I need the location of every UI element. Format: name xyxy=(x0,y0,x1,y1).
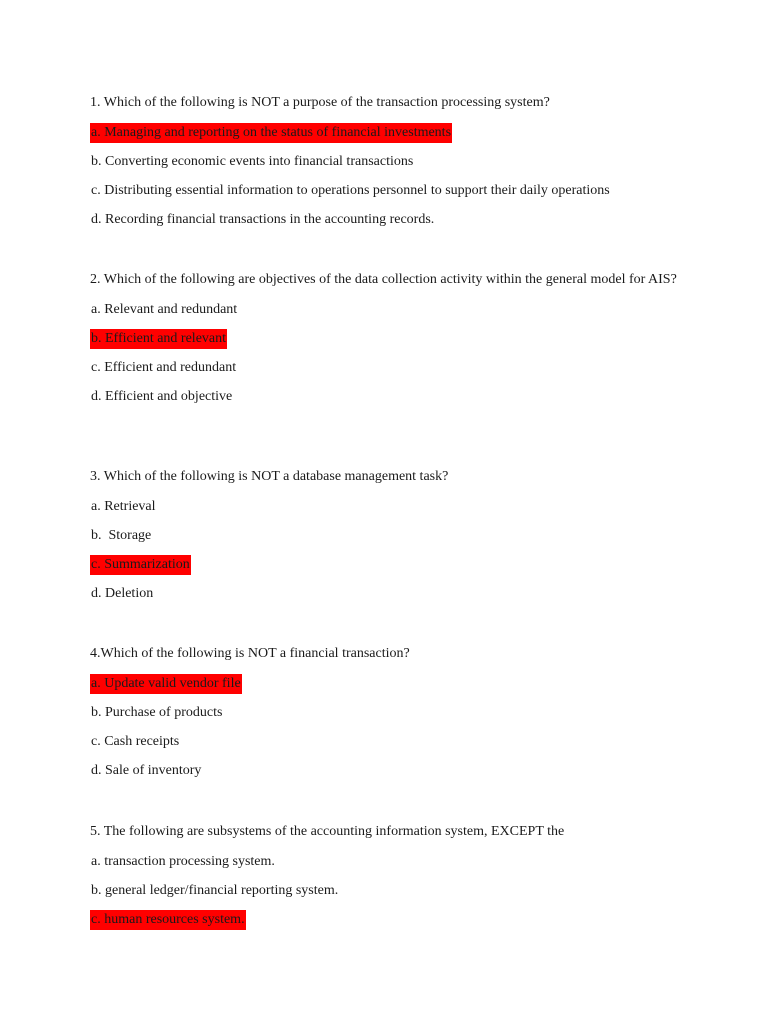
question-2 xyxy=(90,270,680,407)
option-5b: b. general ledger/financial reporting system. xyxy=(91,883,339,898)
option-2a: a. Relevant and redundant xyxy=(91,302,238,317)
option-3d: d. Deletion xyxy=(91,586,154,601)
option-3a: a. Retrieval xyxy=(91,499,156,514)
option-4c: c. Cash receipts xyxy=(91,734,180,749)
option-1d: d. Recording financial transactions in the accounting records. xyxy=(91,212,435,227)
option-5c: c. human resources system. xyxy=(90,910,690,930)
option-4d: d. Sale of inventory xyxy=(91,763,202,778)
question-text: 2. Which of the following are objectives of the data collection activity within the general model for AIS? xyxy=(90,272,677,287)
question-text: 3. Which of the following is NOT a database management task? xyxy=(90,469,449,484)
option-4a: a. Update valid vendor file xyxy=(90,674,690,694)
option-4b: b. Purchase of products xyxy=(91,705,223,720)
option-3b: b. Storage xyxy=(91,528,152,543)
question-4 xyxy=(90,644,690,781)
question-5 xyxy=(90,822,690,930)
question-text: 5. The following are subsystems of the accounting information system, EXCEPT the xyxy=(90,824,565,839)
question-text: 4.Which of the following is NOT a financial transaction? xyxy=(90,646,410,661)
option-1b: b. Converting economic events into financial transactions xyxy=(91,154,414,169)
question-1 xyxy=(90,93,690,230)
question-3 xyxy=(90,467,690,604)
option-1c: c. Distributing essential information to operations personnel to support their daily operations xyxy=(91,183,610,198)
question-text: 1. Which of the following is NOT a purpose of the transaction processing system? xyxy=(90,95,550,110)
option-2b: b. Efficient and relevant xyxy=(90,329,680,349)
option-1a: a. Managing and reporting on the status of financial investments xyxy=(90,123,690,143)
option-3c: c. Summarization xyxy=(90,555,690,575)
option-2c: c. Efficient and redundant xyxy=(91,360,237,375)
option-5a: a. transaction processing system. xyxy=(91,854,275,869)
option-2d: d. Efficient and objective xyxy=(91,389,233,404)
